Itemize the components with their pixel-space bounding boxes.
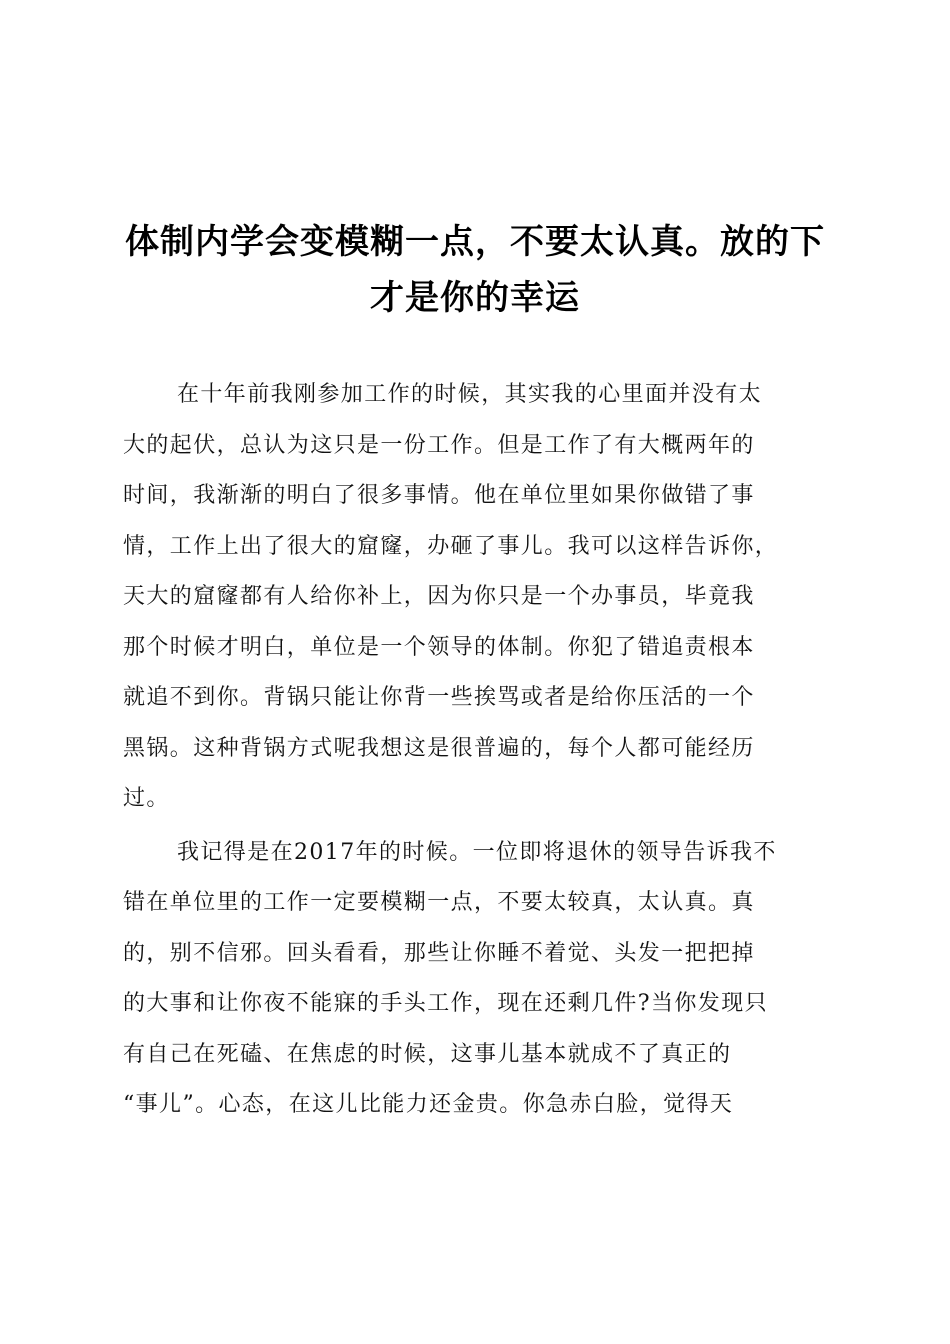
- document-body: [123, 370, 833, 1131]
- text-line: 错在单位里的工作一定要模糊一点，不要太较真，太认真。真: [123, 890, 755, 915]
- text-line: 那个时候才明白，单位是一个领导的体制。你犯了错追责根本: [123, 634, 755, 660]
- text-line: 的大事和让你夜不能寐的手头工作，现在还剩几件?当你发现只: [123, 991, 768, 1016]
- text-line: 在十年前我刚参加工作的时候，其实我的心里面并没有太: [177, 382, 763, 407]
- paragraph-2: [123, 828, 833, 1131]
- text-line: 黑锅。这种背锅方式呢我想这是很普遍的，每个人都可能经历: [123, 735, 755, 761]
- title-line: 才是你的幸运: [370, 278, 580, 318]
- text-line: 情，工作上出了很大的窟窿，办砸了事儿。我可以这样告诉你，: [123, 533, 779, 559]
- text-line: 就追不到你。背锅只能让你背一些挨骂或者是给你压活的一个: [123, 685, 755, 710]
- title-line: 体制内学会变模糊一点，不要太认真。放的下: [125, 222, 825, 262]
- text-line: 我记得是在2017年的时候。一位即将退休的领导告诉我不: [177, 839, 777, 865]
- text-line: 大的起伏，总认为这只是一份工作。但是工作了有大概两年的: [123, 432, 755, 458]
- text-line: 过。: [123, 786, 170, 811]
- text-line: 时间，我渐渐的明白了很多事情。他在单位里如果你做错了事: [123, 483, 755, 508]
- text-line: 的，别不信邪。回头看看，那些让你睡不着觉、头发一把把掉: [123, 940, 755, 966]
- text-line: “事儿”。心态，在这儿比能力还金贵。你急赤白脸，觉得天: [123, 1092, 734, 1117]
- paragraph-1: [123, 370, 833, 825]
- document-title: [118, 214, 832, 326]
- text-line: 有自己在死磕、在焦虑的时候，这事儿基本就成不了真正的: [123, 1041, 732, 1067]
- text-line: 天大的窟窿都有人给你补上，因为你只是一个办事员，毕竟我: [123, 584, 755, 609]
